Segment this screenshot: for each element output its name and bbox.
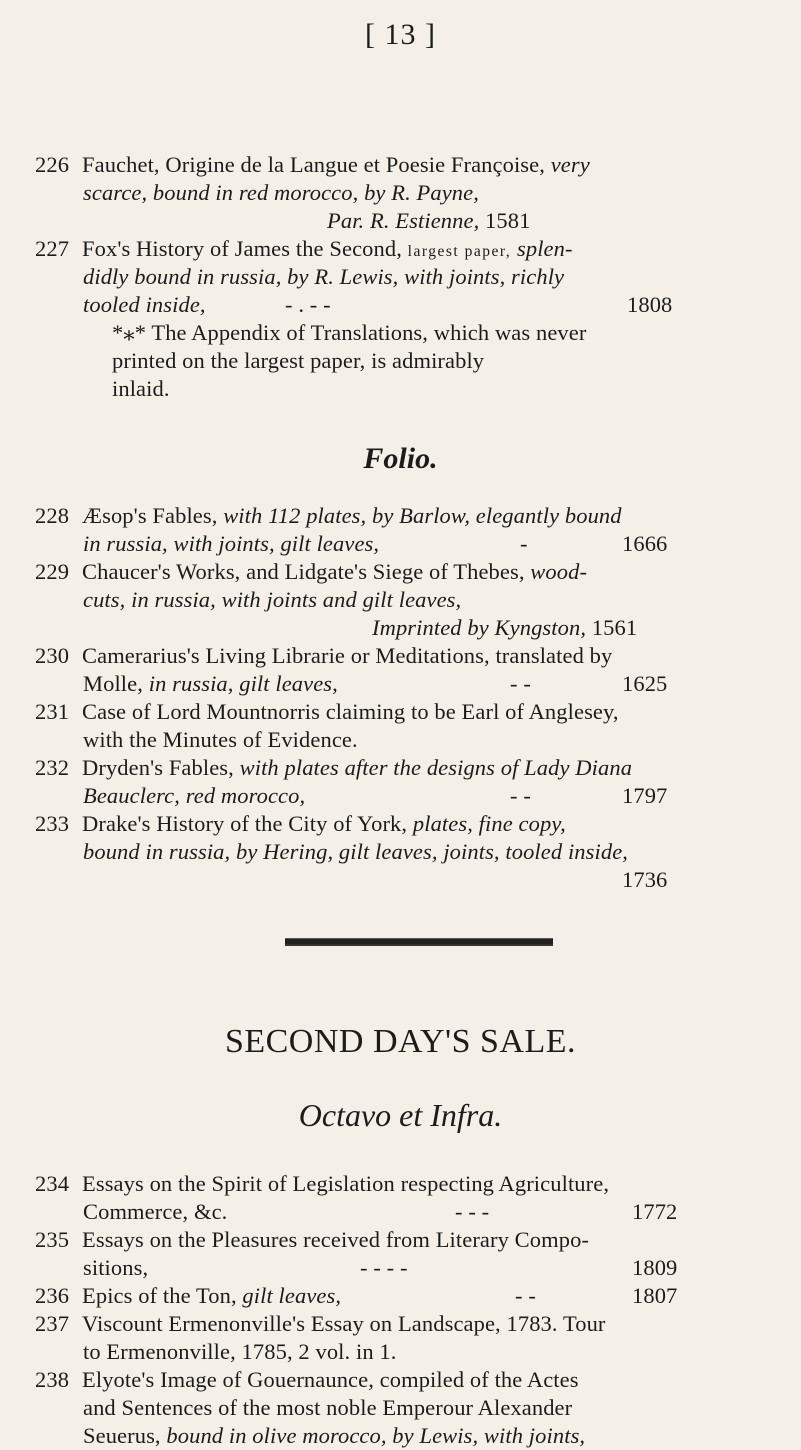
lot-imprint: Par. R. Estienne, <box>327 208 480 233</box>
lot-number: 231 <box>35 699 70 724</box>
lot-title: sitions, <box>83 1255 149 1280</box>
lot-description: bound in olive morocco, by Lewis, with joints, <box>166 1423 586 1448</box>
lot-year: 1808 <box>627 292 673 317</box>
lot-title: Essays on the Spirit of Legislation respecting Agriculture, <box>82 1171 610 1196</box>
lot-title: Fauchet, Origine de la Langue et Poesie Françoise, <box>82 152 545 177</box>
lot-year: 1736 <box>622 867 668 892</box>
lot-number: 238 <box>35 1367 70 1392</box>
lot-year: 1809 <box>632 1255 678 1280</box>
lot-description: splen- <box>517 236 573 261</box>
lot-title: Seuerus, <box>83 1423 161 1448</box>
lot-number: 234 <box>35 1171 70 1196</box>
section-rule <box>285 938 553 946</box>
lot-description: tooled inside, <box>83 292 206 317</box>
lot-number: 233 <box>35 811 70 836</box>
lot-number: 229 <box>35 559 70 584</box>
lot-year: 1561 <box>591 615 638 640</box>
lot-title: Molle, <box>83 671 143 696</box>
lot-title: to Ermenonville, 1785, 2 vol. in 1. <box>83 1339 397 1364</box>
day-heading: SECOND DAY'S SALE. <box>224 1023 577 1060</box>
lot-year: 1581 <box>485 208 531 233</box>
lot-title: Epics of the Ton, <box>82 1283 237 1308</box>
lot-description: didly bound in russia, by R. Lewis, with joints, richly <box>83 264 565 289</box>
section-heading-folio: Folio. <box>363 442 438 475</box>
lot-title: Elyote's Image of Gouernaunce, compiled of the Actes <box>82 1367 579 1392</box>
lot-description: with plates after the designs of Lady Diana <box>239 755 633 780</box>
lot-year: 1772 <box>632 1199 678 1224</box>
lot-description: plates, fine copy, <box>412 811 566 836</box>
leader-dashes: - <box>520 531 528 556</box>
leader-dashes: - - <box>515 1283 536 1308</box>
leader-dashes: - - <box>510 671 531 696</box>
leader-dashes: - . - - <box>285 292 331 317</box>
lot-title: Commerce, &c. <box>83 1199 228 1224</box>
lot-title: Camerarius's Living Librarie or Meditations, translated by <box>82 643 613 668</box>
lot-title: Chaucer's Works, and Lidgate's Siege of Thebes, <box>82 559 525 584</box>
lot-title: Essays on the Pleasures received from Literary Compo- <box>82 1227 590 1252</box>
lot-description: in russia, gilt leaves, <box>148 671 338 696</box>
section-subheading: Octavo et Infra. <box>298 1097 503 1133</box>
lot-description: Beauclerc, red morocco, <box>83 783 306 808</box>
leader-dashes: - - <box>510 783 531 808</box>
page-number: [ 13 ] <box>365 18 436 51</box>
lot-title: Drake's History of the City of York, <box>82 811 408 836</box>
lot-title: Dryden's Fables, <box>82 755 234 780</box>
lot-title: Fox's History of James the Second, <box>82 236 402 261</box>
lot-number: 230 <box>35 643 70 668</box>
leader-dashes: - - - - <box>360 1255 408 1280</box>
lot-description: with 112 plates, by Barlow, elegantly bound <box>223 503 622 528</box>
lot-number: 235 <box>35 1227 70 1252</box>
lot-year: 1797 <box>622 783 668 808</box>
lot-description: bound in russia, by Hering, gilt leaves, joints, tooled inside, <box>83 839 629 864</box>
lot-number: 226 <box>35 152 70 177</box>
lot-description: in russia, with joints, gilt leaves, <box>83 531 380 556</box>
lot-description: cuts, in russia, with joints and gilt leaves, <box>83 587 462 612</box>
lot-imprint: Imprinted by Kyngston, <box>372 615 587 640</box>
lot-title: and Sentences of the most noble Emperour Alexander <box>83 1395 573 1420</box>
lot-description: wood- <box>530 559 588 584</box>
lot-number: 228 <box>35 503 70 528</box>
lot-title: Viscount Ermenonville's Essay on Landscape, 1783. Tour <box>82 1311 606 1336</box>
lot-number: 237 <box>35 1311 70 1336</box>
lot-year: 1625 <box>622 671 668 696</box>
lot-title: Æsop's Fables, <box>82 503 218 528</box>
lot-number: 232 <box>35 755 70 780</box>
note-line: inlaid. <box>112 376 170 401</box>
lot-paper-size: largest paper, <box>407 243 512 260</box>
lot-number: 227 <box>35 236 70 261</box>
lot-title: Case of Lord Mountnorris claiming to be Earl of Anglesey, <box>82 699 619 724</box>
leader-dashes: - - - <box>455 1199 490 1224</box>
lot-year: 1807 <box>632 1283 678 1308</box>
note-line: *⁎* The Appendix of Translations, which was never <box>112 320 587 345</box>
lot-description: very <box>550 152 590 177</box>
lot-description: gilt leaves, <box>242 1283 342 1308</box>
lot-number: 236 <box>35 1283 70 1308</box>
lot-title: with the Minutes of Evidence. <box>83 727 358 752</box>
lot-description: scarce, bound in red morocco, by R. Payne, <box>83 180 479 205</box>
note-line: printed on the largest paper, is admirably <box>112 348 485 373</box>
lot-year: 1666 <box>622 531 668 556</box>
